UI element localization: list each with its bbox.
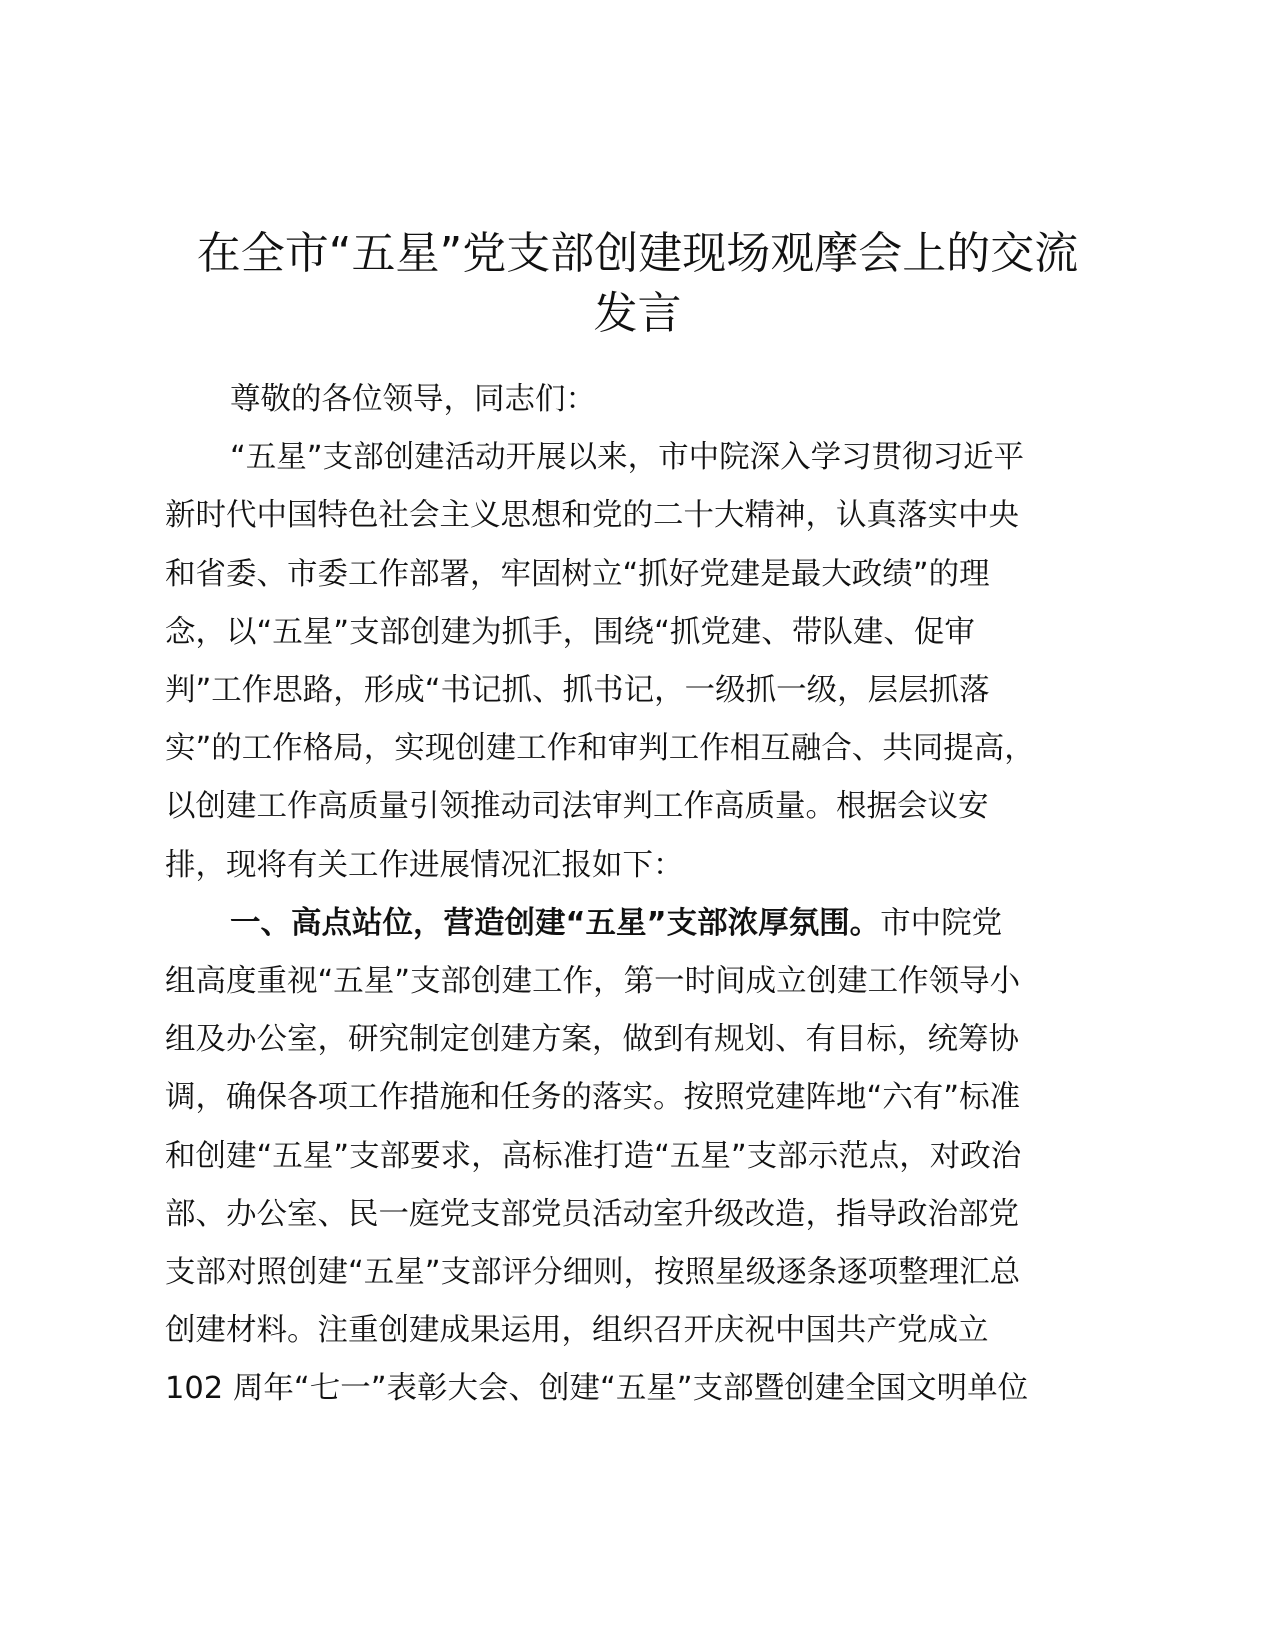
paragraph-line: 和省委、市委工作部署，牢固树立“抓好党建是最大政绩”的理 [165, 556, 990, 592]
paragraph-line: 102 周年“七一”表彰大会、创建“五星”支部暨创建全国文明单位 [165, 1371, 1029, 1407]
paragraph-line: 新时代中国特色社会主义思想和党的二十大精神，认真落实中央 [165, 498, 1019, 534]
paragraph-line: 以创建工作高质量引领推动司法审判工作高质量。根据会议安 [165, 789, 989, 825]
paragraph-line: 排，现将有关工作进展情况汇报如下： [165, 847, 684, 883]
paragraph-line: 判”工作思路，形成“书记抓、抓书记，一级抓一级，层层抓落 [165, 673, 990, 709]
paragraph-line: 念，以“五星”支部创建为抓手，围绕“抓党建、带队建、促审 [165, 614, 975, 650]
section-1-first-tail: 市中院党 [880, 905, 1003, 941]
paragraph-line: 支部对照创建“五星”支部评分细则，按照星级逐条逐项整理汇总 [165, 1255, 1021, 1291]
paragraph-line: 部、办公室、民一庭党支部党员活动室升级改造，指导政治部党 [165, 1196, 1019, 1232]
section-1-heading: 一、高点站位，营造创建“五星”支部浓厚氛围。 [230, 905, 881, 941]
document-body [165, 371, 1110, 1419]
paragraph-line: 调，确保各项工作措施和任务的落实。按照党建阵地“六有”标准 [165, 1080, 1021, 1116]
section-1-first-line [165, 895, 1110, 953]
title-line-1: 在全市“五星”党支部创建现场观摩会上的交流 [196, 228, 1079, 279]
paragraph-line: “五星”支部创建活动开展以来，市中院深入学习贯彻习近平 [230, 440, 1025, 476]
paragraph-line: 组及办公室，研究制定创建方案，做到有规划、有目标，统筹协 [165, 1022, 1019, 1058]
paragraph-line: 创建材料。注重创建成果运用，组织召开庆祝中国共产党成立 [165, 1313, 989, 1349]
paragraph-line: 和创建“五星”支部要求，高标准打造“五星”支部示范点，对政治 [165, 1138, 1022, 1174]
title-line-2: 发言 [593, 288, 682, 339]
salutation: 尊敬的各位领导，同志们： [230, 382, 596, 417]
paragraph-line: 组高度重视“五星”支部创建工作，第一时间成立创建工作领导小 [165, 964, 1021, 1000]
paragraph-line: 实”的工作格局，实现创建工作和审判工作相互融合、共同提高， [165, 731, 1035, 767]
document-title [150, 224, 1125, 344]
